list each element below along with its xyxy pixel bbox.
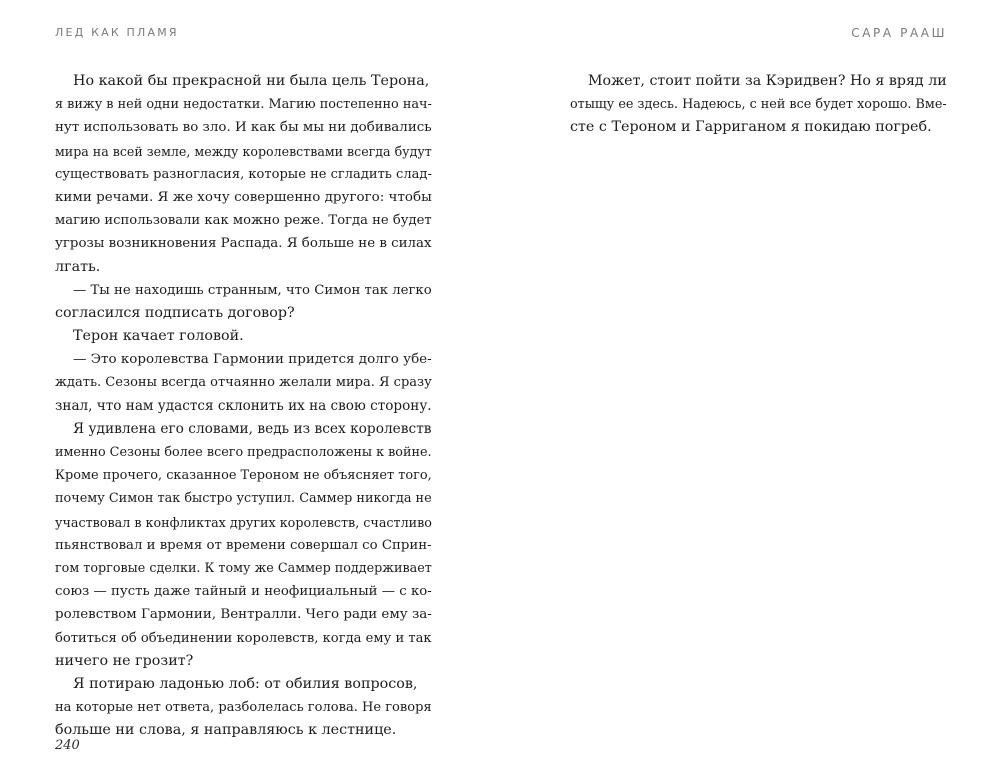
text-line: лгать. (55, 258, 101, 275)
text-line: — Это королевства Гармонии придется долго убе- (73, 352, 432, 368)
text-line: нут использовать во зло. И как бы мы ни добивались (55, 120, 432, 136)
text-line: сте с Тероном и Гарриганом я покидаю погреб. (570, 119, 932, 136)
left-page-text (55, 70, 432, 742)
text-line: Я удивлена его словами, ведь из всех королевств (73, 420, 432, 437)
text-line: союз — пусть даже тайный и неофициальный — с ко- (55, 584, 432, 600)
text-line: гом торговые сделки. К тому же Саммер поддерживает (55, 560, 432, 576)
text-line: ролевством Гармонии, Вентралли. Чего ради ему за- (55, 607, 432, 623)
text-line: согласился подписать договор? (55, 304, 295, 321)
text-line: кими речами. Я же хочу совершенно другого: чтобы (55, 189, 432, 205)
text-line: мира на всей земле, между королевствами всегда будут (55, 143, 432, 159)
text-line: я вижу в ней одни недостатки. Магию постепенно нач- (55, 97, 432, 113)
text-line: отыщу ее здесь. Надеюсь, с ней все будет хорошо. Вме- (570, 97, 947, 113)
text-line: Терон качает головой. (73, 328, 244, 345)
text-line: пьянствовал и время от времени совершал со Сприн- (55, 537, 432, 553)
text-line: Я потираю ладонью лоб: от обилия вопросов, (73, 675, 418, 692)
text-line: почему Симон так быстро уступил. Саммер никогда не (55, 491, 432, 507)
text-line: угрозы возникновения Распада. Я больше не в силах (55, 236, 432, 252)
running-head-book-title: ЛЕД КАК ПЛАМЯ (55, 26, 179, 39)
text-line: — Ты не находишь странным, что Симон так легко (73, 282, 432, 298)
right-page-text (570, 70, 947, 140)
text-line: Кроме прочего, сказанное Тероном не объясняет того, (55, 468, 432, 484)
text-line: участвовал в конфликтах других королевств, счастливо (55, 514, 432, 530)
text-line: существовать разногласия, которые не сгладить слад- (55, 166, 432, 182)
text-line: именно Сезоны более всего предрасположены к войне. (55, 445, 432, 460)
text-line: ботиться об объединении королевств, когда ему и так (55, 630, 432, 646)
text-line: больше ни слова, я направляюсь к лестнице. (55, 722, 397, 739)
running-head-author: САРА РААШ (851, 26, 947, 40)
text-line: магию использовали как можно реже. Тогда не будет (55, 213, 432, 229)
text-line: Но какой бы прекрасной ни была цель Терона, (73, 73, 430, 89)
text-line: ждать. Сезоны всегда отчаянно желали мира. Я сразу (55, 375, 432, 391)
text-line: на которые нет ответа, разболелась голова. Не говоря (55, 700, 432, 716)
text-line: ничего не грозит? (55, 652, 194, 669)
page-number: 240 (55, 738, 80, 753)
text-line: знал, что нам удастся склонить их на свою сторону. (55, 397, 432, 414)
text-line: Может, стоит пойти за Кэридвен? Но я вряд ли (588, 73, 947, 89)
